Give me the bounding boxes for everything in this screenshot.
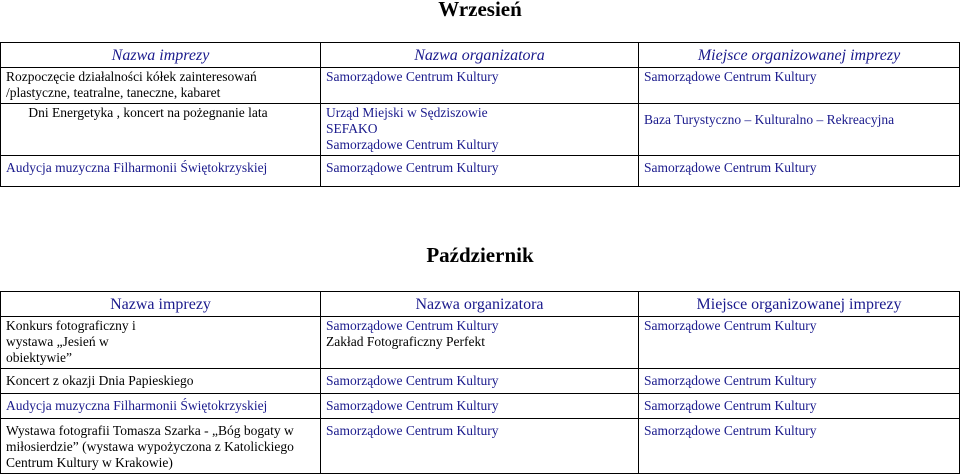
table-row: [1, 156, 960, 187]
event-name-cell: Koncert z okazji Dnia Papieskiego: [1, 369, 321, 394]
header-venue: Miejsce organizowanej imprezy: [639, 292, 960, 317]
table-row: [1, 369, 960, 394]
organizer-line: Samorządowe Centrum Kultury: [326, 398, 499, 413]
event-name-cell: Audycja muzyczna Filharmonii Świętokrzyskiej: [1, 156, 321, 187]
table-header-row: [1, 43, 960, 68]
organizer-cell: [321, 156, 639, 187]
october-events-table: [0, 291, 960, 474]
table-row: [1, 394, 960, 419]
event-name-cell: Audycja muzyczna Filharmonii Świętokrzyskiej: [1, 394, 321, 419]
venue-cell: Samorządowe Centrum Kultury: [639, 394, 960, 419]
organizer-line: Samorządowe Centrum Kultury: [326, 137, 499, 152]
table-header-row: [1, 292, 960, 317]
event-name-cell: Konkurs fotograficzny i wystawa „Jesień w obiektywie”: [1, 317, 321, 369]
october-title: Październik: [426, 243, 534, 267]
event-name-cell: Wystawa fotografii Tomasza Szarka - „Bóg bogaty w miłosierdzie” (wystawa wypożyczona z Katolickiego Centrum Kultury w Krakowie): [1, 419, 321, 474]
table-row: [1, 68, 960, 104]
table-row: [1, 104, 960, 156]
header-venue: Miejsce organizowanej imprezy: [639, 43, 960, 68]
venue-cell: Samorządowe Centrum Kultury: [639, 156, 960, 187]
header-event-name: Nazwa imprezy: [1, 43, 321, 68]
event-name-cell: Dni Energetyka , koncert na pożegnanie lata: [1, 104, 321, 156]
organizer-cell: [321, 419, 639, 474]
organizer-cell: [321, 68, 639, 104]
organizer-cell: [321, 369, 639, 394]
venue-cell: Samorządowe Centrum Kultury: [639, 369, 960, 394]
venue-cell: Baza Turystyczno – Kulturalno – Rekreacyjna: [639, 104, 960, 156]
venue-cell: Samorządowe Centrum Kultury: [639, 419, 960, 474]
header-organizer: Nazwa organizatora: [321, 292, 639, 317]
venue-cell: Samorządowe Centrum Kultury: [639, 68, 960, 104]
organizer-line: Samorządowe Centrum Kultury: [326, 160, 499, 175]
venue-cell: Samorządowe Centrum Kultury: [639, 317, 960, 369]
september-events-table: [0, 42, 960, 187]
organizer-line: Samorządowe Centrum Kultury: [326, 318, 499, 333]
organizer-line: Samorządowe Centrum Kultury: [326, 69, 499, 84]
organizer-line: SEFAKO: [326, 121, 378, 136]
header-event-name: Nazwa imprezy: [1, 292, 321, 317]
organizer-line: Samorządowe Centrum Kultury: [326, 373, 499, 388]
event-name-cell: Rozpoczęcie działalności kółek zainteresowań /plastyczne, teatralne, taneczne, kabaret: [1, 68, 321, 104]
organizer-cell: [321, 317, 639, 369]
table-row: [1, 419, 960, 474]
organizer-line: Samorządowe Centrum Kultury: [326, 423, 499, 438]
organizer-line: Zakład Fotograficzny Perfekt: [326, 334, 485, 349]
september-title: Wrzesień: [438, 0, 522, 21]
organizer-line: Urząd Miejski w Sędziszowie: [326, 105, 488, 120]
organizer-cell: [321, 104, 639, 156]
header-organizer: Nazwa organizatora: [321, 43, 639, 68]
organizer-cell: [321, 394, 639, 419]
table-row: [1, 317, 960, 369]
